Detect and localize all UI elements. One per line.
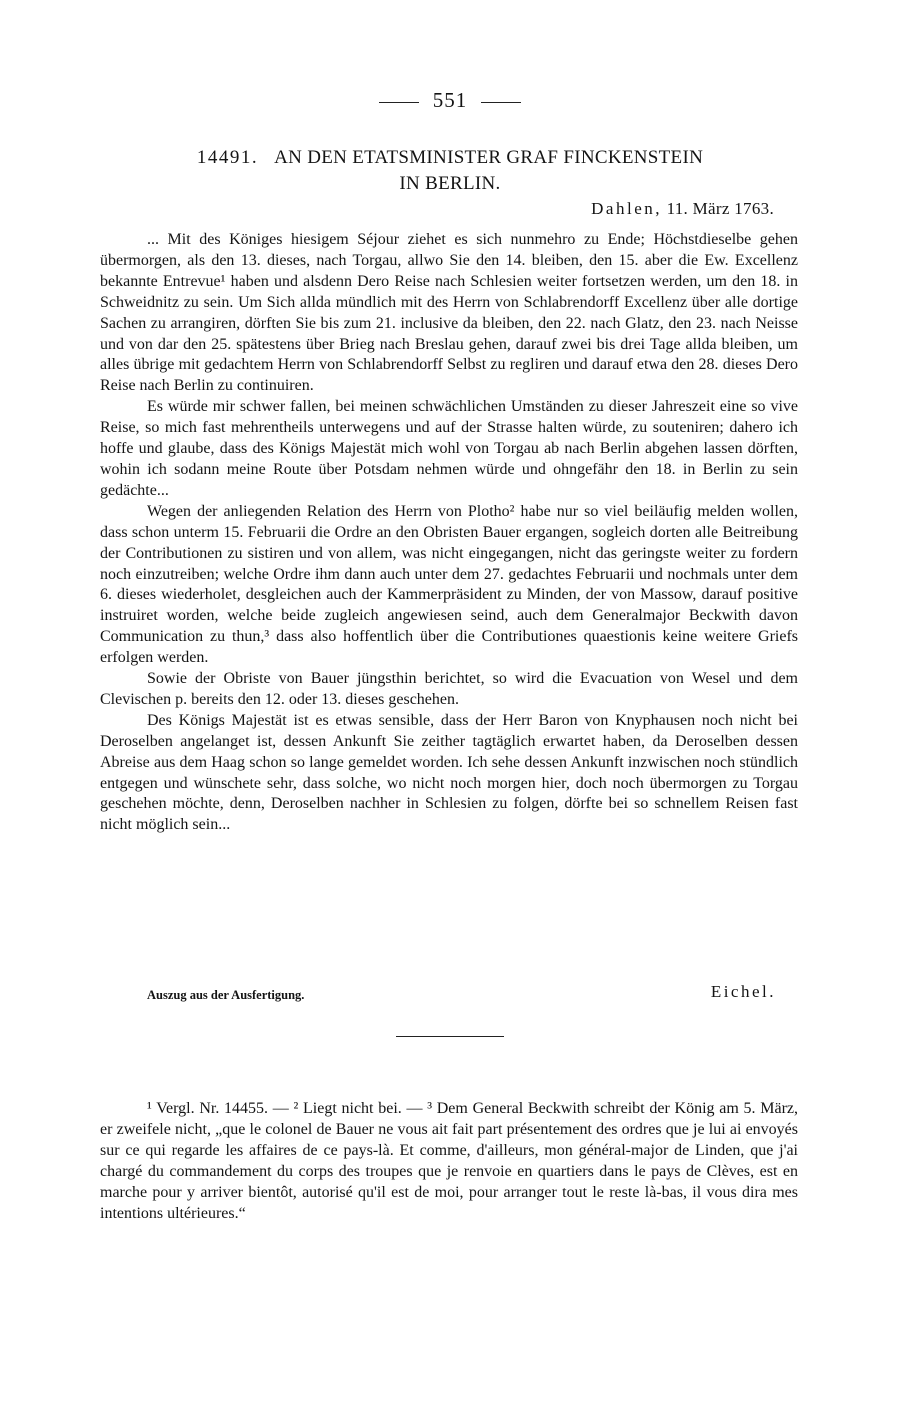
heading-title: AN DEN ETATSMINISTER GRAF FINCKENSTEIN: [274, 147, 704, 168]
header-rule-right: [481, 102, 521, 103]
header-rule-left: [379, 102, 419, 103]
document-number: 14491.: [196, 147, 259, 168]
heading-line-1: [100, 145, 800, 171]
paragraph-2: Es würde mir schwer fallen, bei meinen schwächlichen Umständen zu dieser Jahreszeit eine so vive Reise, so mich fast mehrentheils unterwegens und auf der Strasse halten würde, zu souteniren; dahero ich hoffe und glaube, dass des Königs Majestät mich wohl von Torgau ab nach Berlin abgehen lassen dörften, wohin ich sodann meine Route über Potsdam nehmen würde und ohngefähr den 18. in Berlin zu sein gedächte...: [100, 398, 798, 499]
letter-body: [100, 230, 798, 836]
date-day: 11. März 1763.: [666, 199, 774, 218]
paragraph-1: ... Mit des Königes hiesigem Séjour ziehet es sich nunmehro zu Ende; Höchstdieselbe gehen übermorgen, als den 13. dieses, nach Torgau, allwo Sie den 14. bleiben, den 15. aber die Ew. Excellenz bekannte Entrevue¹ haben und alsdenn Dero Reise nach Schlesien weiter fortsetzen werden, um den 18. in Schweidnitz zu sein. Um Sich allda mündlich mit des Herrn von Schlabrendorff Excellenz über alle dortige Sachen zu arrangiren, dörften Sie bis zum 21. inclusive da bleiben, den 22. nach Glatz, den 23. nach Neisse und von dar den 25. spätestens über Brieg nach Breslau gehen, darauf zwei bis drei Tage allda bleiben, um alles übrige mit gedachtem Herrn von Schlabrendorff Selbst zu regliren und darauf etwa den 28. dieses Dero Reise nach Berlin zu continuiren.: [100, 231, 798, 395]
footnote-divider: [396, 1036, 504, 1037]
footnote-text: ¹ Vergl. Nr. 14455. — ² Liegt nicht bei. — ³ Dem General Beckwith schreibt der König am 5. März, er zweifele nicht, „que le colonel de Bauer ne vous ait fait part présentement des ordres que je lui ai envoyés sur ce qui regarde les affaires de ce pays-là. Et comme, d'ailleurs, mon général-major de Linden, que j'ai chargé du commandement du corps des troupes que je renvoie en quartiers dans le pays de Clèves, est en marche pour y arriver bientôt, autorisé qu'il est de moi, pour arranger tout le reste là-bas, il vous dira mes intentions ultérieures.“: [100, 1100, 798, 1222]
paragraph-4: Sowie der Obriste von Bauer jüngsthin berichtet, so wird die Evacuation von Wesel und dem Clevischen p. bereits den 12. oder 13. dieses geschehen.: [100, 670, 798, 708]
dateline: [591, 199, 774, 219]
source-note: Auszug aus der Ausfertigung.: [147, 988, 305, 1002]
paragraph-5: Des Königs Majestät ist es etwas sensible, dass der Herr Baron von Knyphausen noch nicht bei Deroselben angelanget ist, dessen Ankunft Sie zeither tagtäglich erwartet haben, da Deroselben dessen Abreise aus dem Haag schon so lange gemeldet worden. Ich sehe dessen Ankunft inzwischen noch stündlich entgegen und wünschete sehr, dass solche, wo nicht noch morgen hier, doch noch übermorgen zu Torgau geschehen möchte, denn, Deroselben nachher in Schlesien zu folgen, dörfte bei so schnellem Reisen fast nicht möglich sein...: [100, 711, 798, 834]
page-number: 551: [432, 88, 468, 112]
page-header: [0, 88, 900, 113]
footnotes: [100, 1099, 798, 1224]
heading-line-2: IN BERLIN.: [399, 173, 501, 194]
date-place: Dahlen,: [591, 199, 662, 218]
letter-heading: [100, 145, 800, 197]
paragraph-3: Wegen der anliegenden Relation des Herrn von Plotho² habe nur so viel beiläufig melden wollen, dass schon unterm 15. Februarii die Ordre an den Obristen Bauer ergangen, sogleich dorten alle Beitreibung der Contributionen zu sistiren und von allem, was nicht eingegangen, nicht das geringste weiter zu fordern noch einzutreiben; welche Ordre ihm dann auch unter dem 27. gedachtes Februarii und nochmals unter dem 6. dieses wiederholet, desgleichen auch der Kammerpräsident zu Minden, der von Massow, darauf positive instruiret worden, welche beide zugleich angewiesen seind, auch dem Generalmajor Beckwith davon Communication zu thun,³ dass also hoffentlich über die Contributiones quaestionis keine weitere Griefs erfolgen werden.: [100, 502, 798, 667]
signature: Eichel.: [710, 982, 776, 1001]
